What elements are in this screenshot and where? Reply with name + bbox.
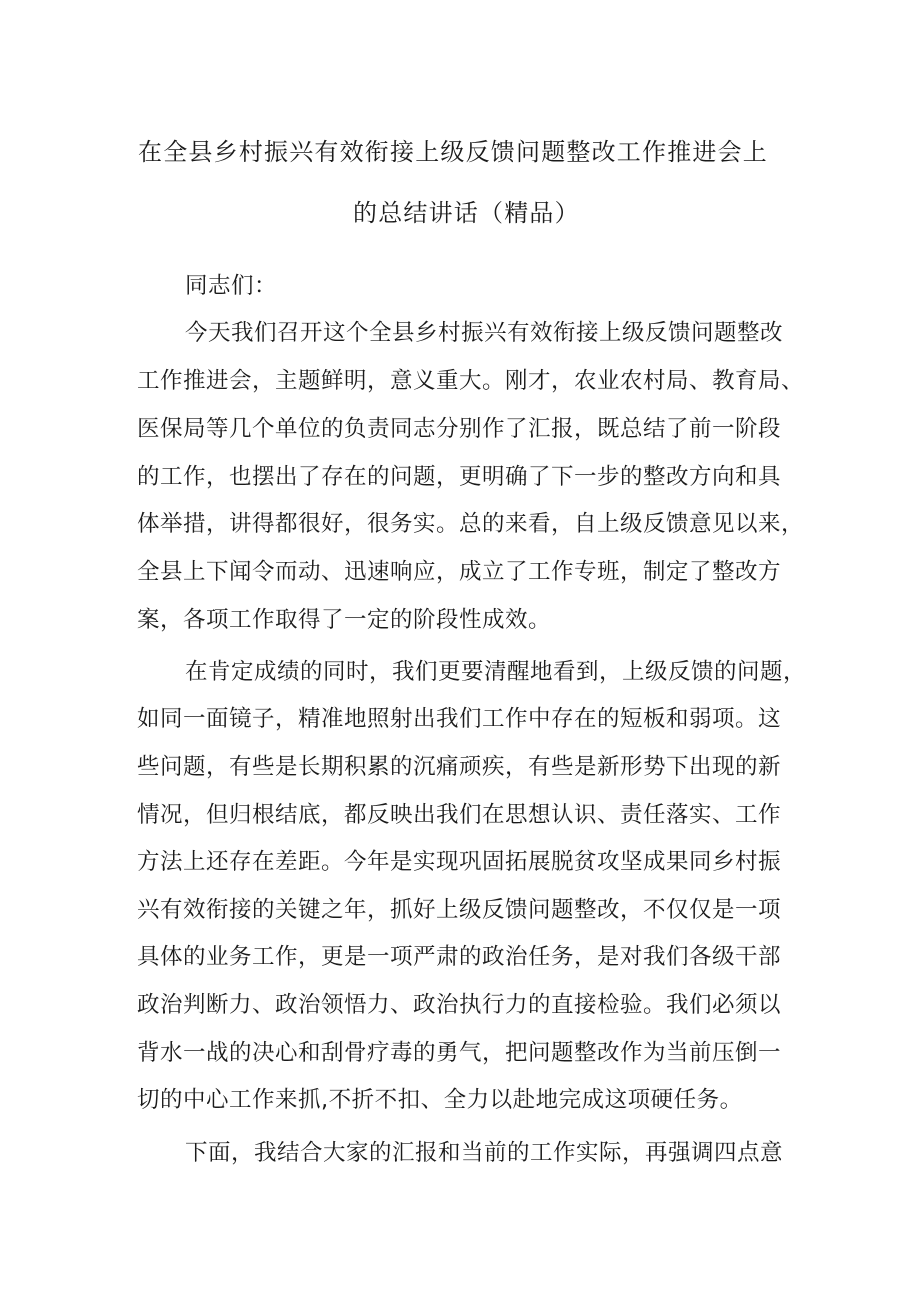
paragraph-1-line-4: 的工作，也摆出了存在的问题，更明确了下一步的整改方向和具 (137, 464, 782, 490)
paragraph-1-line-1: 今天我们召开这个全县乡村振兴有效衔接上级反馈问题整改 (185, 320, 784, 346)
paragraph-1-line-2: 工作推进会，主题鲜明，意义重大。刚才，农业农村局、教育局、 (137, 368, 805, 394)
paragraph-1-line-5: 体举措，讲得都很好，很务实。总的来看，自上级反馈意见以来， (137, 511, 805, 537)
paragraph-2-line-1: 在肯定成绩的同时，我们更要清醒地看到，上级反馈的问题， (185, 659, 807, 685)
paragraph-3-line-1: 下面，我结合大家的汇报和当前的工作实际，再强调四点意 (185, 1140, 784, 1166)
paragraph-2-line-7: 具体的业务工作，更是一项严肃的政治任务，是对我们各级干部 (137, 944, 782, 970)
document-title-line-1: 在全县乡村振兴有效衔接上级反馈问题整改工作推进会上 (138, 138, 768, 166)
document-title-line-2: 的总结讲话（精品） (353, 199, 580, 227)
paragraph-2-line-5: 方法上还存在差距。今年是实现巩固拓展脱贫攻坚成果同乡村振 (137, 849, 782, 875)
paragraph-1-line-6: 全县上下闻令而动、迅速响应，成立了工作专班，制定了整改方 (137, 559, 782, 585)
paragraph-1-line-7: 案，各项工作取得了一定的阶段性成效。 (137, 607, 552, 633)
paragraph-2-line-9: 背水一战的决心和刮骨疗毒的勇气，把问题整改作为当前压倒一 (137, 1040, 782, 1066)
paragraph-2-line-6: 兴有效衔接的关键之年，抓好上级反馈问题整改，不仅仅是一项 (137, 897, 782, 923)
paragraph-1-line-3: 医保局等几个单位的负责同志分别作了汇报，既总结了前一阶段 (137, 416, 782, 442)
paragraph-2-line-3: 些问题，有些是长期积累的沉痛顽疾，有些是新形势下出现的新 (137, 754, 782, 780)
paragraph-2-line-2: 如同一面镜子，精准地照射出我们工作中存在的短板和弱项。这 (137, 706, 782, 732)
salutation: 同志们： (185, 273, 278, 299)
paragraph-2-line-10: 切的中心工作来抓,不折不扣、全力以赴地完成这项硬任务。 (137, 1087, 743, 1113)
paragraph-2-line-4: 情况，但归根结底，都反映出我们在思想认识、责任落实、工作 (137, 802, 782, 828)
paragraph-2-line-8: 政治判断力、政治领悟力、政治执行力的直接检验。我们必须以 (137, 992, 782, 1018)
